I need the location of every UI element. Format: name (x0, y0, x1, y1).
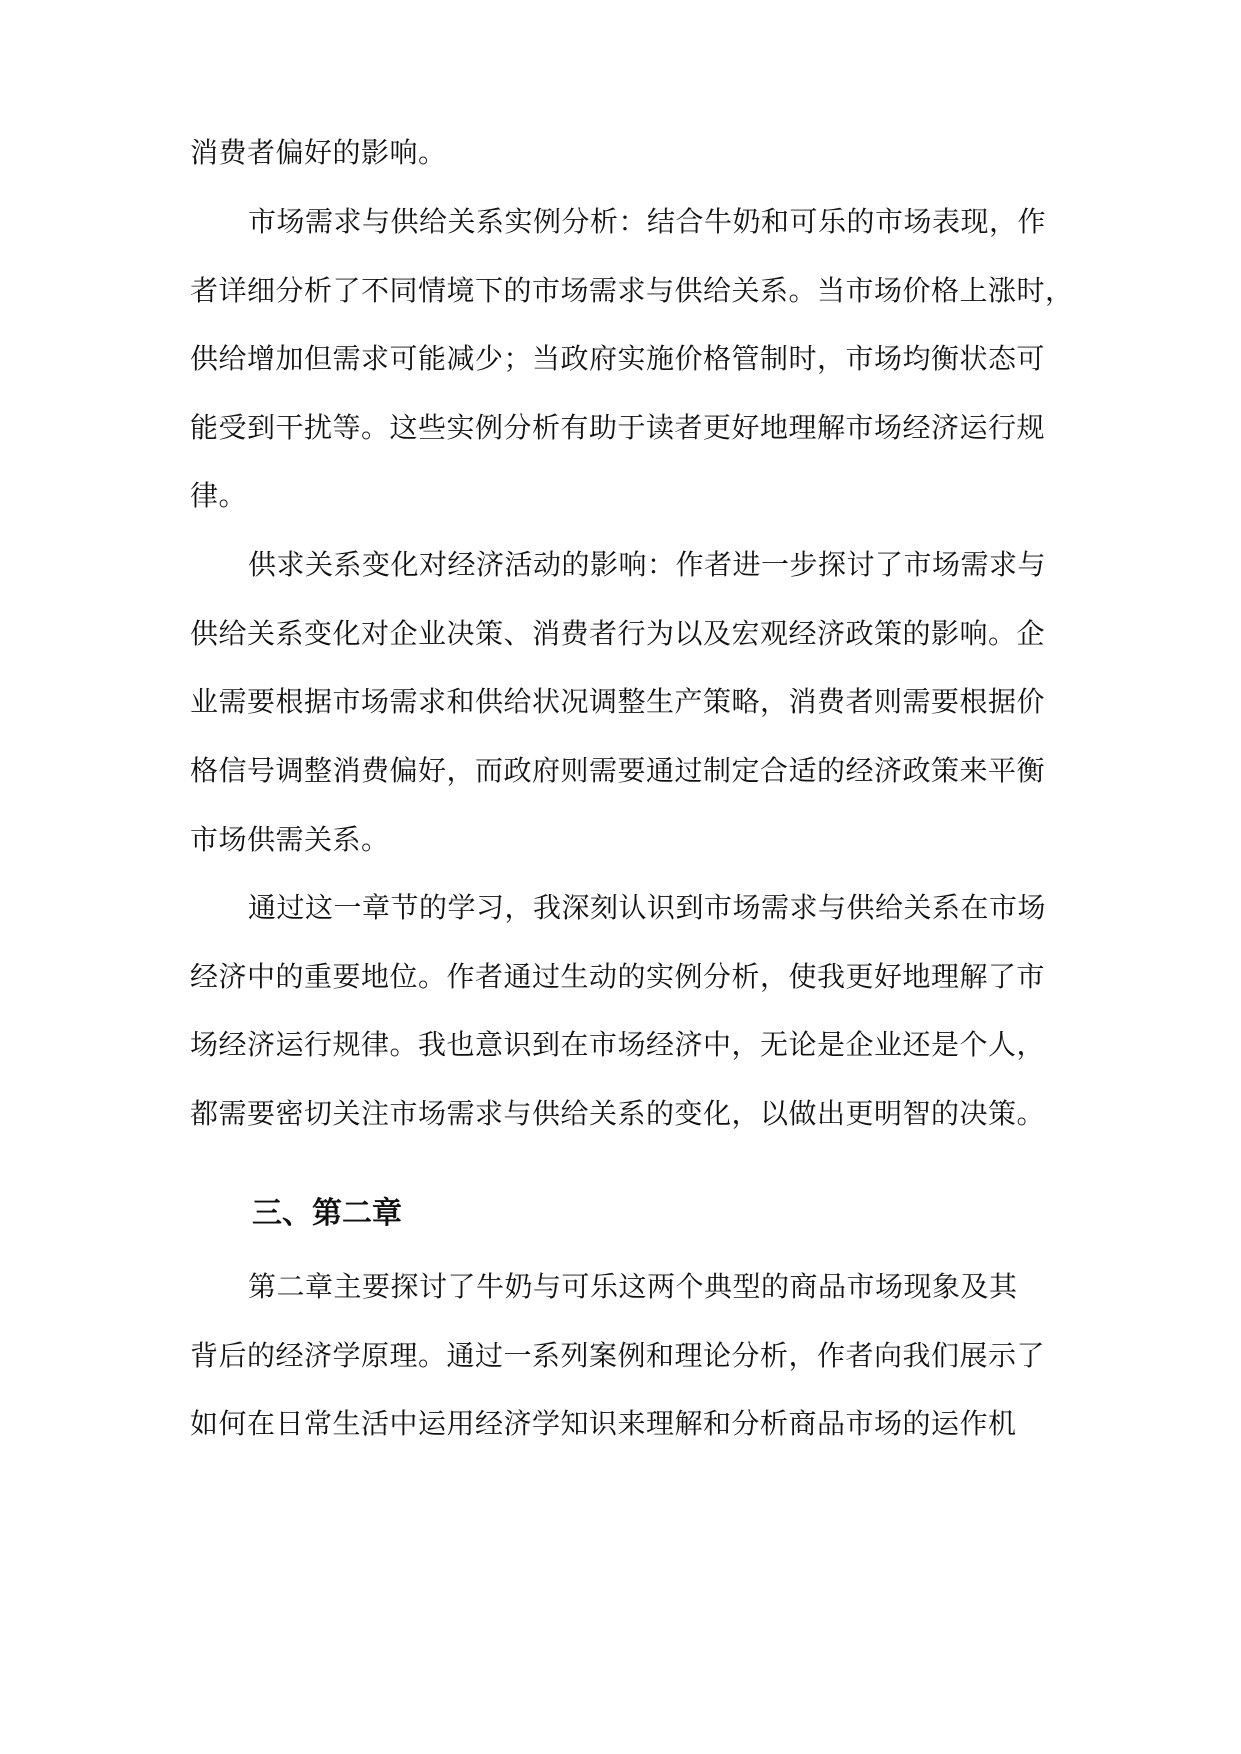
paragraph-line: 第二章主要探讨了牛奶与可乐这两个典型的商品市场现象及其 (248, 1270, 1018, 1303)
paragraph-line: 都需要密切关注市场需求与供给关系的变化，以做出更明智的决策。 (190, 1097, 1046, 1130)
paragraph-line: 供给增加但需求可能减少；当政府实施价格管制时，市场均衡状态可 (190, 342, 1046, 375)
paragraph-line: 市场供需关系。 (190, 823, 390, 856)
section-heading: 三、第二章 (252, 1196, 402, 1231)
paragraph-line: 经济中的重要地位。作者通过生动的实例分析，使我更好地理解了市 (190, 960, 1046, 993)
paragraph-line: 场经济运行规律。我也意识到在市场经济中，无论是企业还是个人， (190, 1028, 1046, 1061)
paragraph-line: 业需要根据市场需求和供给状况调整生产策略，消费者则需要根据价 (190, 685, 1046, 718)
paragraph-line: 供求关系变化对经济活动的影响：作者进一步探讨了市场需求与 (248, 548, 1047, 581)
paragraph-line: 者详细分析了不同情境下的市场需求与供给关系。当市场价格上涨时， (190, 274, 1074, 307)
paragraph-line: 能受到干扰等。这些实例分析有助于读者更好地理解市场经济运行规 (190, 411, 1046, 444)
paragraph-line: 背后的经济学原理。通过一系列案例和理论分析，作者向我们展示了 (190, 1339, 1046, 1372)
paragraph-line: 如何在日常生活中运用经济学知识来理解和分析商品市场的运作机 (190, 1407, 1017, 1440)
paragraph-line: 格信号调整消费偏好，而政府则需要通过制定合适的经济政策来平衡 (190, 754, 1046, 787)
paragraph-line: 通过这一章节的学习，我深刻认识到市场需求与供给关系在市场 (248, 891, 1047, 924)
paragraph-line: 消费者偏好的影响。 (190, 136, 447, 169)
paragraph-line: 供给关系变化对企业决策、消费者行为以及宏观经济政策的影响。企 (190, 617, 1046, 650)
paragraph-line: 律。 (190, 479, 248, 512)
paragraph-line: 市场需求与供给关系实例分析：结合牛奶和可乐的市场表现，作 (248, 205, 1047, 238)
